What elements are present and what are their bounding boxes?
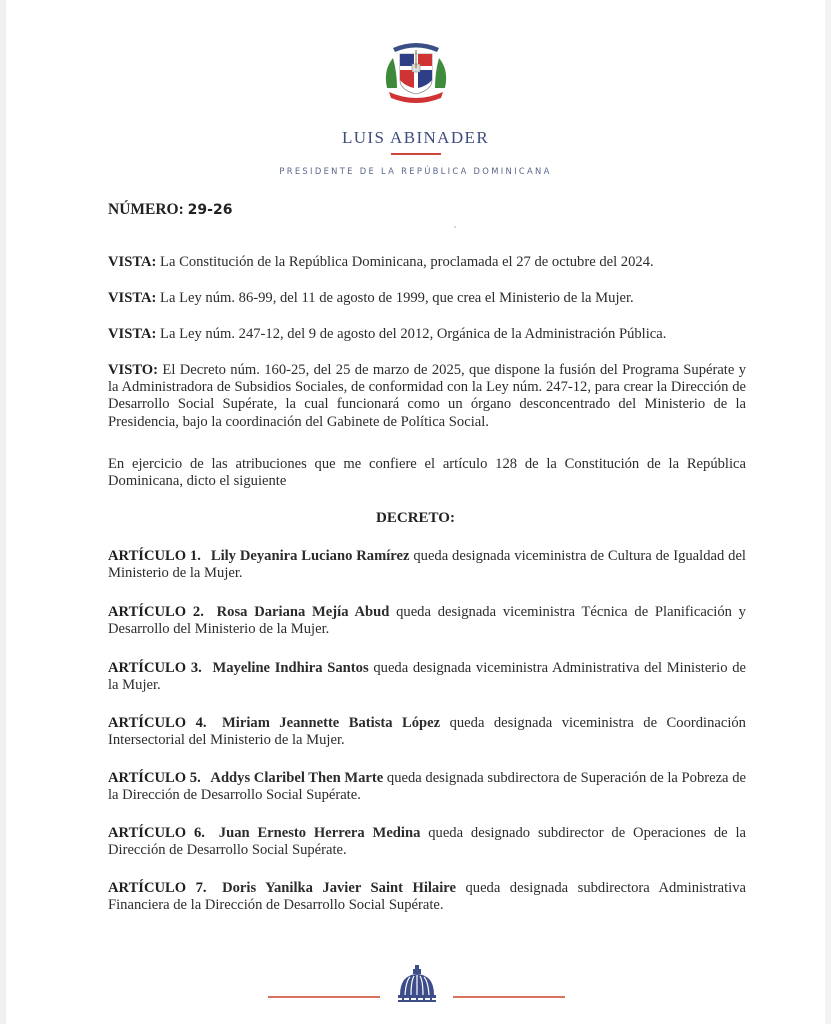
consideration-item: [108, 362, 746, 431]
consideration-label: VISTA:: [108, 326, 157, 342]
president-name: LUIS ABINADER: [341, 128, 490, 147]
article-label: ARTÍCULO 7.: [108, 880, 207, 896]
accent-rule: [391, 153, 441, 155]
appointee-name: Addys Claribel Then Marte: [210, 770, 384, 786]
decree-heading: DECRETO:: [376, 510, 455, 526]
article-label: ARTÍCULO 5.: [108, 770, 201, 786]
scan-speck: [454, 226, 456, 228]
appointee-name: Rosa Dariana Mejía Abud: [216, 604, 390, 620]
article-label: ARTÍCULO 3.: [108, 660, 202, 676]
dominican-coat-of-arms-icon: [381, 38, 451, 106]
appointee-name: Miriam Jeannette Batista López: [222, 715, 441, 731]
consideration-label: VISTA:: [108, 254, 157, 270]
document-number-value: 29-26: [187, 202, 233, 218]
national-palace-dome-icon: [396, 965, 438, 1003]
article-text: queda designada viceministra de Cultura de Igualdad del Ministerio de la Mujer.: [108, 548, 746, 582]
consideration-item: [108, 290, 746, 307]
appointee-name: Lily Deyanira Luciano Ramírez: [210, 548, 410, 564]
appointee-name: Mayeline Indhira Santos: [212, 660, 369, 676]
footer-rule-right: [453, 996, 565, 998]
consideration-text: La Constitución de la República Dominicana, proclamada el 27 de octubre del 2024.: [160, 254, 654, 270]
article-label: ARTÍCULO 2.: [108, 604, 204, 620]
article-text: queda designada viceministra de Coordinación Intersectorial del Ministerio de la Mujer.: [108, 715, 746, 749]
consideration-item: [108, 326, 746, 343]
footer-rule-left: [268, 996, 380, 998]
article-text: queda designada viceministra Técnica de Planificación y Desarrollo del Ministerio de la Mujer.: [108, 604, 746, 638]
article-item: [108, 770, 746, 804]
president-title: PRESIDENTE DE LA REPÚBLICA DOMINICANA: [279, 166, 552, 176]
consideration-text: El Decreto núm. 160-25, del 25 de marzo de 2025, que dispone la fusión del Programa Supérate y la Administradora de Subsidios Sociales, de conformidad con la Ley núm. 247-12, para crear la Dirección de Desarrollo Social Supérate, la cual funcionará como un órgano desconcentrado del Ministerio de la Presidencia, bajo la coordinación del Gabinete de Política Social.: [108, 362, 747, 430]
article-item: [108, 880, 746, 914]
article-text: queda designada viceministra Administrativa del Ministerio de la Mujer.: [108, 660, 746, 694]
document-number-label: NÚMERO:: [108, 201, 184, 218]
article-label: ARTÍCULO 6.: [108, 825, 205, 841]
appointee-name: Doris Yanilka Javier Saint Hilaire: [222, 880, 456, 896]
article-item: [108, 825, 746, 859]
article-text: queda designado subdirector de Operaciones de la Dirección de Desarrollo Social Supérate.: [108, 825, 746, 859]
article-item: [108, 715, 746, 749]
article-item: [108, 548, 746, 582]
article-item: [108, 660, 746, 694]
consideration-label: VISTO:: [108, 362, 159, 378]
consideration-label: VISTA:: [108, 290, 157, 306]
consideration-text: La Ley núm. 247-12, del 9 de agosto del 2012, Orgánica de la Administración Pública.: [160, 326, 667, 342]
article-text: queda designada subdirectora de Superación de la Pobreza de la Dirección de Desarrollo Social Supérate.: [108, 770, 746, 804]
consideration-text: La Ley núm. 86-99, del 11 de agosto de 1999, que crea el Ministerio de la Mujer.: [160, 290, 634, 306]
article-item: [108, 604, 746, 638]
consideration-item: [108, 254, 746, 271]
document-number: [108, 201, 232, 219]
appointee-name: Juan Ernesto Herrera Medina: [218, 825, 421, 841]
article-label: ARTÍCULO 4.: [108, 715, 207, 731]
article-label: ARTÍCULO 1.: [108, 548, 201, 564]
article-text: queda designada subdirectora Administrativa Financiera de la Dirección de Desarrollo Social Supérate.: [108, 880, 746, 914]
preamble: En ejercicio de las atribuciones que me confiere el artículo 128 de la Constitución de la República Dominicana, dicto el siguiente: [108, 456, 746, 490]
